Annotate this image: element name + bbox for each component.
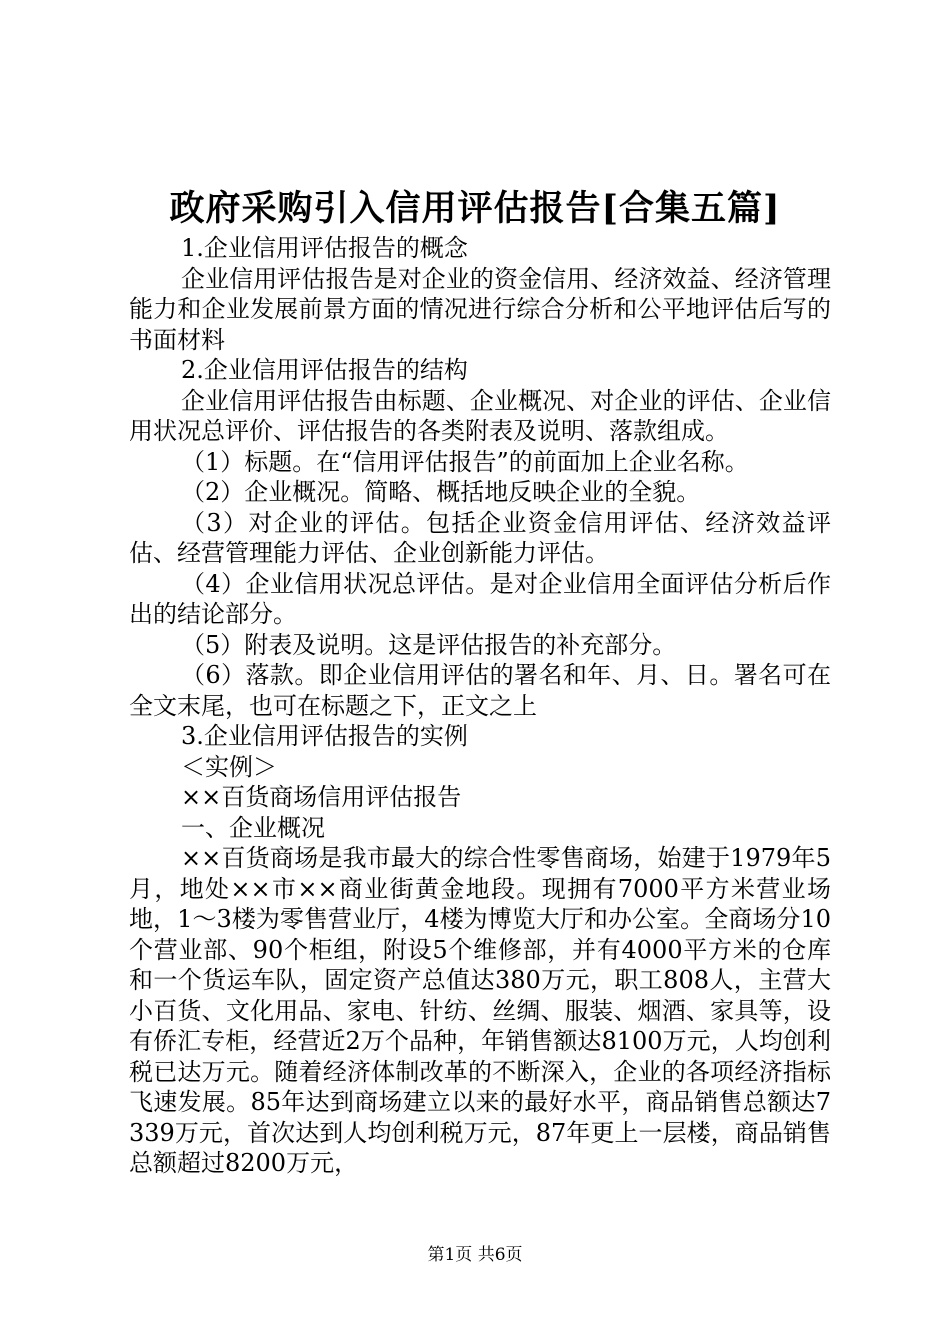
- example-company-profile: ××百货商场是我市最大的综合性零售商场，始建于1979年5月，地处××市××商业街黄金地段。现拥有7000平方米营业场地，1～3楼为零售营业厅，4楼为博览大厅和办公室。全商场分10个营业部、90个柜组，附设5个维修部，并有4000平方米的仓库和一个货运车队，固定资产总值达380万元，职工808人，主营大小百货、文化用品、家电、针纺、丝绸、服装、烟酒、家具等，设有侨汇专柜，经营近2万个品种，年销售额达8100万元，人均创利税已达万元。随着经济体制改革的不断深入，企业的各项经济指标飞速发展。85年达到商场建立以来的最好水平，商品销售总额达7339万元，首次达到人均创利税万元，87年更上一层楼，商品销售总额超过8200万元，: [129, 844, 831, 1177]
- list-item-title: （1）标题。在“信用评估报告”的前面加上企业名称。: [181, 447, 749, 476]
- list-item-appendix: （5）附表及说明。这是评估报告的补充部分。: [181, 630, 677, 659]
- list-item-overview: （2）企业概况。简略、概括地反映企业的全貌。: [181, 478, 701, 506]
- example-label: ＜实例＞: [181, 752, 277, 781]
- page-footer: 第1页 共6页: [427, 1245, 523, 1265]
- section-heading-example: 3.企业信用评估报告的实例: [181, 722, 468, 750]
- paragraph-structure-overview: 企业信用评估报告由标题、企业概况、对企业的评估、企业信用状况总评价、评估报告的各类附表及说明、落款组成。: [129, 386, 831, 445]
- paragraph-concept-definition: 企业信用评估报告是对企业的资金信用、经济效益、经济管理能力和企业发展前景方面的情况进行综合分析和公平地评估后写的书面材料: [129, 264, 831, 354]
- document-body: [129, 233, 831, 1179]
- section-heading-concept: 1.企业信用评估报告的概念: [181, 234, 468, 262]
- section-heading-structure: 2.企业信用评估报告的结构: [181, 356, 468, 384]
- example-section-heading: 一、企业概况: [181, 813, 325, 842]
- list-item-signature: （6）落款。即企业信用评估的署名和年、月、日。署名可在全文末尾，也可在标题之下，正文之上: [129, 661, 831, 720]
- list-item-overall-assessment: （4）企业信用状况总评估。是对企业信用全面评估分析后作出的结论部分。: [129, 569, 831, 628]
- list-item-assessment: （3）对企业的评估。包括企业资金信用评估、经济效益评估、经营管理能力评估、企业创新能力评估。: [129, 508, 831, 567]
- example-report-title: ××百货商场信用评估报告: [181, 783, 462, 811]
- document-title: 政府采购引入信用评估报告[合集五篇]: [169, 188, 781, 229]
